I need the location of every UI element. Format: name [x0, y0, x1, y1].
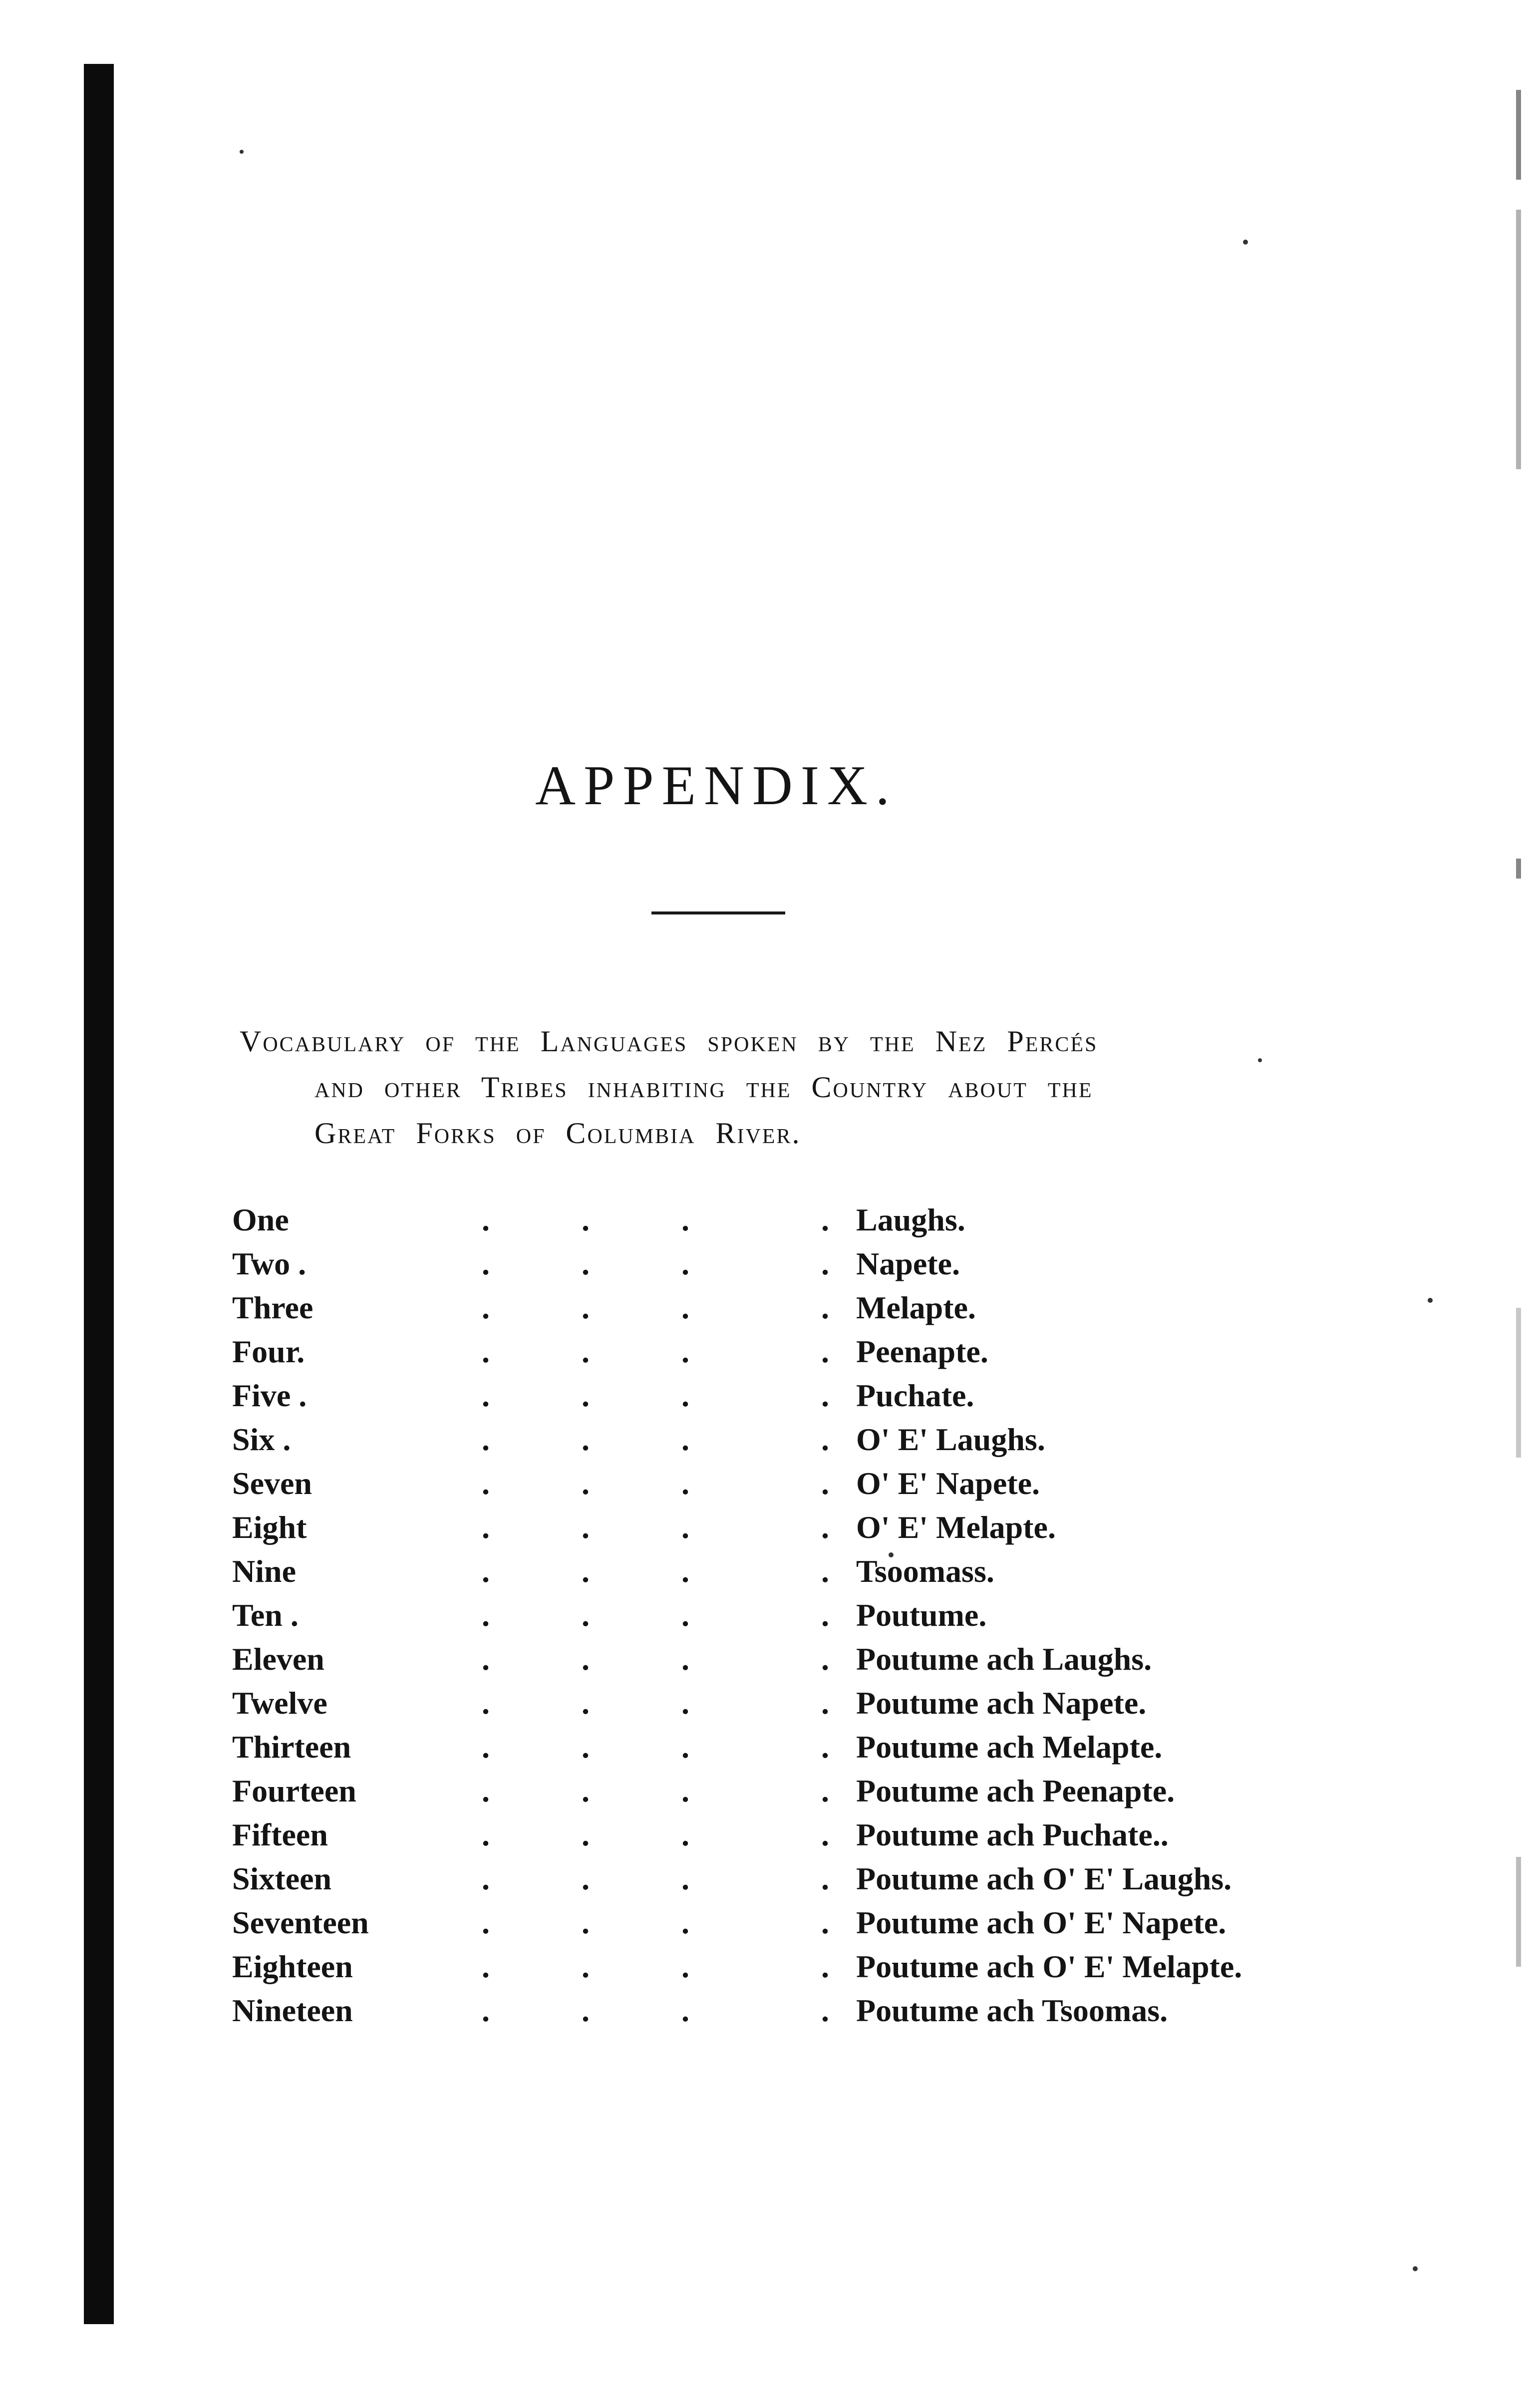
leader-dot: . [582, 1817, 590, 1852]
leader-dot: . [681, 1378, 689, 1413]
vocabulary-row [232, 1286, 1231, 1330]
nez-perce-word: Poutume ach Tsoomas. [856, 1993, 1168, 2028]
leader-dot: . [482, 1509, 490, 1545]
leader-dot: . [582, 1597, 590, 1633]
vocabulary-row [232, 1198, 1231, 1242]
leader-dot: . [821, 1246, 829, 1281]
leader-dot: . [582, 1553, 590, 1589]
leader-dot: . [482, 1553, 490, 1589]
leader-dot: . [681, 1422, 689, 1457]
nez-perce-word: Poutume ach Puchate.. [856, 1817, 1169, 1852]
leader-dot: . [582, 1905, 590, 1940]
leader-dot: . [821, 1905, 829, 1940]
leader-dot: . [681, 1202, 689, 1237]
leader-dot: . [582, 1334, 590, 1369]
leader-dot: . [821, 1949, 829, 1984]
section-heading-line: and other Tribes inhabiting the Country about the [314, 1071, 1093, 1104]
leader-dot: . [582, 1993, 590, 2028]
leader-dot: . [821, 1641, 829, 1677]
vocabulary-row [232, 1462, 1231, 1505]
english-word: Fourteen [232, 1773, 356, 1808]
leader-dot: . [582, 1949, 590, 1984]
vocabulary-row [232, 1593, 1231, 1637]
leader-dot: . [821, 1202, 829, 1237]
vocabulary-row [232, 1945, 1242, 1989]
vocabulary-row [232, 1725, 1231, 1769]
nez-perce-word: Poutume ach O' E' Melapte. [856, 1949, 1242, 1984]
leader-dot: . [681, 1290, 689, 1325]
leader-dot: . [482, 1861, 490, 1896]
leader-dot: . [681, 1861, 689, 1896]
english-word: Fifteen [232, 1817, 328, 1852]
leader-dot: . [482, 1993, 490, 2028]
leader-dot: . [482, 1378, 490, 1413]
leader-dot: . [482, 1685, 490, 1721]
leader-dot: . [681, 1334, 689, 1369]
english-word: Six . [232, 1422, 291, 1457]
vocabulary-row [232, 1418, 1231, 1462]
leader-dot: . [582, 1466, 590, 1501]
vocabulary-row [232, 1242, 1231, 1286]
nez-perce-word: Poutume ach O' E' Napete. [856, 1905, 1227, 1940]
nez-perce-word: Napete. [856, 1246, 960, 1281]
scan-speck [1243, 240, 1248, 245]
leader-dot: . [482, 1949, 490, 1984]
scan-speck [1258, 1058, 1262, 1062]
english-word: One [232, 1202, 289, 1237]
english-word: Three [232, 1290, 313, 1325]
english-word: Twelve [232, 1685, 327, 1721]
leader-dot: . [681, 1553, 689, 1589]
leader-dot: . [821, 1334, 829, 1369]
vocabulary-row [232, 1330, 1231, 1374]
leader-dot: . [681, 1509, 689, 1545]
leader-dot: . [821, 1422, 829, 1457]
vocabulary-list [232, 1198, 1242, 2033]
vocabulary-row [232, 1857, 1231, 1901]
title-rule [651, 911, 785, 914]
leader-dot: . [821, 1553, 829, 1589]
leader-dot: . [821, 1773, 829, 1808]
leader-dot: . [821, 1729, 829, 1765]
leader-dot: . [482, 1905, 490, 1940]
leader-dot: . [582, 1729, 590, 1765]
vocabulary-row [232, 1769, 1231, 1813]
english-word: Ten . [232, 1597, 299, 1633]
nez-perce-word: Peenapte. [856, 1334, 988, 1369]
leader-dot: . [681, 1641, 689, 1677]
scan-speck [240, 150, 244, 154]
leader-dot: . [821, 1290, 829, 1325]
nez-perce-word: Poutume. [856, 1597, 987, 1633]
nez-perce-word: O' E' Napete. [856, 1466, 1040, 1501]
english-word: Nine [232, 1553, 296, 1589]
english-word: Seventeen [232, 1905, 369, 1940]
vocabulary-row [232, 1505, 1231, 1549]
leader-dot: . [582, 1246, 590, 1281]
english-word: Thirteen [232, 1729, 351, 1765]
english-word: Eight [232, 1509, 307, 1545]
leader-dot: . [482, 1202, 490, 1237]
leader-dot: . [582, 1773, 590, 1808]
leader-dot: . [821, 1861, 829, 1896]
english-word: Four. [232, 1334, 305, 1369]
leader-dot: . [821, 1378, 829, 1413]
leader-dot: . [681, 1729, 689, 1765]
nez-perce-word: O' E' Melapte. [856, 1509, 1056, 1545]
binding-gutter-shadow [84, 64, 114, 2324]
leader-dot: . [681, 1685, 689, 1721]
leader-dot: . [681, 1597, 689, 1633]
nez-perce-word: Laughs. [856, 1202, 965, 1237]
leader-dot: . [582, 1685, 590, 1721]
leader-dot: . [582, 1509, 590, 1545]
leader-dot: . [821, 1509, 829, 1545]
vocabulary-row [232, 1813, 1231, 1857]
leader-dot: . [482, 1422, 490, 1457]
leader-dot: . [482, 1817, 490, 1852]
nez-perce-word: Puchate. [856, 1378, 974, 1413]
english-word: Eighteen [232, 1949, 353, 1984]
section-heading-line: Great Forks of Columbia River. [314, 1117, 801, 1150]
leader-dot: . [482, 1729, 490, 1765]
leader-dot: . [821, 1817, 829, 1852]
section-heading [240, 1018, 1188, 1156]
nez-perce-word: O' E' Laughs. [856, 1422, 1045, 1457]
leader-dot: . [681, 1905, 689, 1940]
leader-dot: . [821, 1993, 829, 2028]
leader-dot: . [582, 1378, 590, 1413]
leader-dot: . [681, 1246, 689, 1281]
scan-speck [1428, 1298, 1433, 1303]
vocabulary-row [232, 1681, 1231, 1725]
vocabulary-row [232, 1374, 1231, 1418]
leader-dot: . [681, 1993, 689, 2028]
leader-dot: . [482, 1597, 490, 1633]
english-word: Nineteen [232, 1993, 353, 2028]
nez-perce-word: Tsoomass. [856, 1553, 994, 1589]
leader-dot: . [482, 1466, 490, 1501]
nez-perce-word: Poutume ach Peenapte. [856, 1773, 1175, 1808]
english-word: Sixteen [232, 1861, 332, 1896]
english-word: Seven [232, 1466, 312, 1501]
vocabulary-row [232, 1637, 1231, 1681]
vocabulary-row [232, 1901, 1231, 1945]
leader-dot: . [482, 1246, 490, 1281]
leader-dot: . [582, 1290, 590, 1325]
vocabulary-row [232, 1549, 1231, 1593]
leader-dot: . [482, 1773, 490, 1808]
leader-dot: . [681, 1773, 689, 1808]
leader-dot: . [681, 1817, 689, 1852]
leader-dot: . [681, 1466, 689, 1501]
vocabulary-row [232, 1989, 1231, 2033]
leader-dot: . [821, 1597, 829, 1633]
english-word: Two . [232, 1246, 307, 1281]
leader-dot: . [582, 1422, 590, 1457]
scan-speck [1413, 2266, 1418, 2271]
nez-perce-word: Melapte. [856, 1290, 976, 1325]
leader-dot: . [821, 1685, 829, 1721]
leader-dot: . [681, 1949, 689, 1984]
section-heading-line: Vocabulary of the Languages spoken by the Nez Percés [240, 1025, 1098, 1058]
nez-perce-word: Poutume ach Melapte. [856, 1729, 1163, 1765]
leader-dot: . [582, 1641, 590, 1677]
leader-dot: . [482, 1641, 490, 1677]
nez-perce-word: Poutume ach O' E' Laughs. [856, 1861, 1232, 1896]
leader-dot: . [482, 1290, 490, 1325]
leader-dot: . [582, 1202, 590, 1237]
english-word: Five . [232, 1378, 307, 1413]
leader-dot: . [582, 1861, 590, 1896]
nez-perce-word: Poutume ach Laughs. [856, 1641, 1152, 1677]
nez-perce-word: Poutume ach Napete. [856, 1685, 1147, 1721]
page-edge-scan-artifacts [1505, 60, 1540, 2376]
leader-dot: . [821, 1466, 829, 1501]
english-word: Eleven [232, 1641, 324, 1677]
page-title: APPENDIX. [535, 755, 898, 817]
leader-dot: . [482, 1334, 490, 1369]
